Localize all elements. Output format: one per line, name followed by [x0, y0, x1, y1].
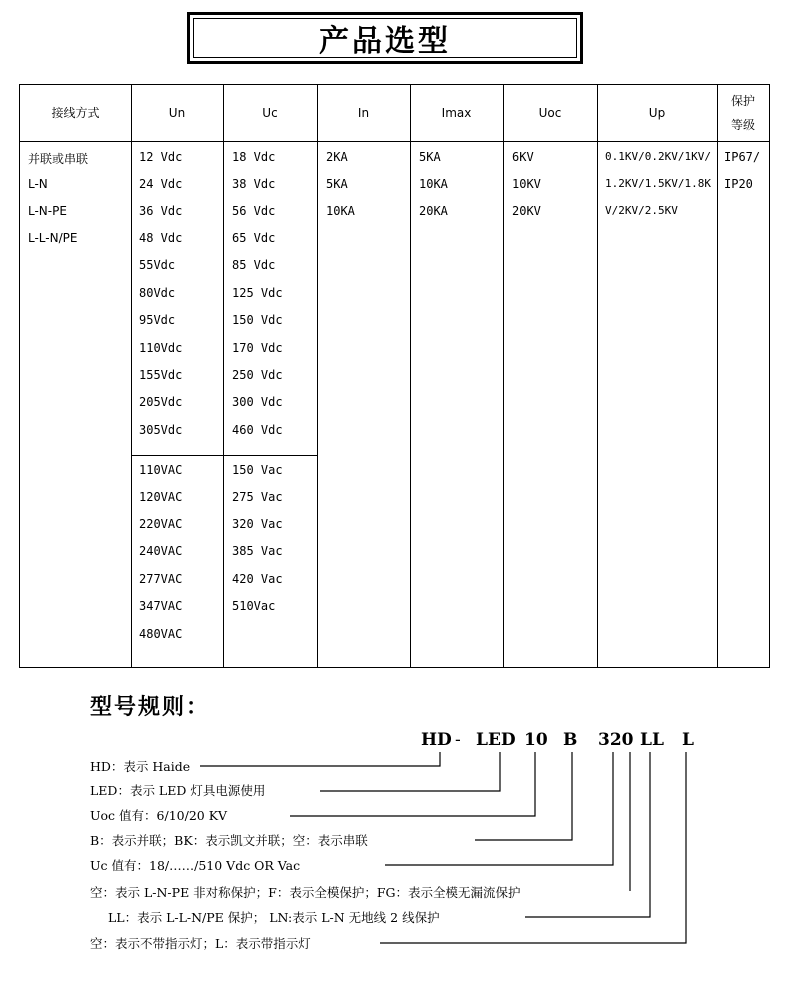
- in-cell: 10KA: [326, 204, 355, 218]
- un-dc-cell: 36 Vdc: [139, 204, 183, 218]
- un-dc-cell: 205Vdc: [139, 395, 183, 409]
- wiring-cell: L-N-PE: [28, 204, 67, 218]
- code-led: LED: [476, 730, 516, 750]
- protection-cell: IP67/: [724, 150, 761, 164]
- uoc-cell: 10KV: [512, 177, 541, 191]
- header-un: Un: [168, 106, 186, 120]
- connector-uoc: [290, 752, 535, 816]
- connector-l: [380, 752, 686, 943]
- uc-dc-cell: 300 Vdc: [232, 395, 283, 409]
- wiring-cell: L-L-N/PE: [28, 231, 78, 245]
- header-protection-line1: 保护: [730, 94, 755, 108]
- in-cell: 5KA: [326, 177, 348, 191]
- uc-ac-cell: 420 Vac: [232, 572, 283, 586]
- uc-dc-cell: 38 Vdc: [232, 177, 276, 191]
- code-uoc: 10: [524, 730, 548, 750]
- code-l: L: [682, 730, 694, 750]
- uc-dc-cell: 250 Vdc: [232, 368, 283, 382]
- un-ac-cell: 220VAC: [139, 517, 183, 531]
- un-dc-cell: 48 Vdc: [139, 231, 183, 245]
- header-wiring: 接线方式: [51, 106, 100, 120]
- up-cell: 1.2KV/1.5KV/1.8K: [605, 177, 711, 190]
- header-up: Up: [648, 106, 666, 120]
- connector-ll: [525, 752, 650, 917]
- uc-ac-cell: 385 Vac: [232, 544, 283, 558]
- un-dc-cell: 305Vdc: [139, 423, 183, 437]
- un-ac-cell: 110VAC: [139, 463, 183, 477]
- un-dc-cell: 24 Vdc: [139, 177, 183, 191]
- header-uc: Uc: [262, 106, 278, 120]
- rule-uoc: Uoc 值有：6/10/20 KV: [90, 808, 228, 823]
- rule-b: B：表示并联；BK：表示凯文并联；空：表示串联: [90, 833, 368, 848]
- connector-hd: [200, 752, 440, 766]
- uc-dc-cell: 18 Vdc: [232, 150, 276, 164]
- uc-dc-cell: 170 Vdc: [232, 341, 283, 355]
- imax-cell: 20KA: [419, 204, 448, 218]
- uc-ac-cell: 275 Vac: [232, 490, 283, 504]
- un-ac-cell: 240VAC: [139, 544, 183, 558]
- rules-title: 型号规则：: [90, 694, 211, 720]
- un-dc-cell: 55Vdc: [139, 258, 176, 272]
- connector-led: [320, 752, 500, 791]
- page-title: 产品选型: [319, 24, 451, 59]
- rule-ll: LL：表示 L-L-N/PE 保护； LN:表示 L-N 无地线 2 线保护: [108, 910, 440, 925]
- uc-dc-cell: 85 Vdc: [232, 258, 276, 272]
- imax-cell: 5KA: [419, 150, 441, 164]
- uc-ac-cell: 320 Vac: [232, 517, 283, 531]
- up-cell: 0.1KV/0.2KV/1KV/: [605, 150, 711, 163]
- un-dc-cell: 80Vdc: [139, 286, 176, 300]
- header-imax: Imax: [441, 106, 472, 120]
- uc-dc-cell: 125 Vdc: [232, 286, 283, 300]
- wiring-cell: 并联或串联: [28, 152, 89, 166]
- un-dc-cell: 95Vdc: [139, 313, 176, 327]
- in-cell: 2KA: [326, 150, 348, 164]
- wiring-cell: L-N: [28, 177, 48, 191]
- uc-dc-cell: 150 Vdc: [232, 313, 283, 327]
- code-b: B: [563, 730, 578, 750]
- protection-cell: IP20: [724, 177, 753, 191]
- un-dc-cell: 12 Vdc: [139, 150, 183, 164]
- uc-dc-cell: 56 Vdc: [232, 204, 276, 218]
- uc-dc-cell: 65 Vdc: [232, 231, 276, 245]
- code-hd: HD: [421, 730, 452, 750]
- rule-hd: HD：表示 Haide: [90, 759, 191, 774]
- uoc-cell: 20KV: [512, 204, 541, 218]
- header-in: In: [357, 106, 370, 120]
- uc-ac-cell: 510Vac: [232, 599, 276, 613]
- up-cell: V/2KV/2.5KV: [605, 204, 678, 217]
- rule-uc: Uc 值有：18/……/510 Vdc OR Vac: [90, 858, 301, 873]
- rule-led: LED：表示 LED 灯具电源使用: [90, 783, 266, 798]
- un-ac-cell: 277VAC: [139, 572, 183, 586]
- code-dash: -: [455, 730, 461, 750]
- uc-dc-cell: 460 Vdc: [232, 423, 283, 437]
- uoc-cell: 6KV: [512, 150, 534, 164]
- connector-uc: [385, 752, 613, 865]
- un-dc-cell: 155Vdc: [139, 368, 183, 382]
- connector-b: [475, 752, 572, 840]
- code-ll: LL: [640, 730, 664, 750]
- un-dc-cell: 110Vdc: [139, 341, 183, 355]
- un-ac-cell: 347VAC: [139, 599, 183, 613]
- imax-cell: 10KA: [419, 177, 448, 191]
- un-ac-cell: 120VAC: [139, 490, 183, 504]
- header-protection-line2: 等级: [730, 118, 755, 132]
- header-uoc: Uoc: [538, 106, 562, 120]
- code-uc: 320: [598, 730, 634, 750]
- uc-ac-cell: 150 Vac: [232, 463, 283, 477]
- rule-light: 空：表示不带指示灯；L：表示带指示灯: [90, 936, 311, 951]
- un-ac-cell: 480VAC: [139, 627, 183, 641]
- rule-mode: 空：表示 L-N-PE 非对称保护；F：表示全模保护；FG：表示全模无漏流保护: [90, 885, 521, 900]
